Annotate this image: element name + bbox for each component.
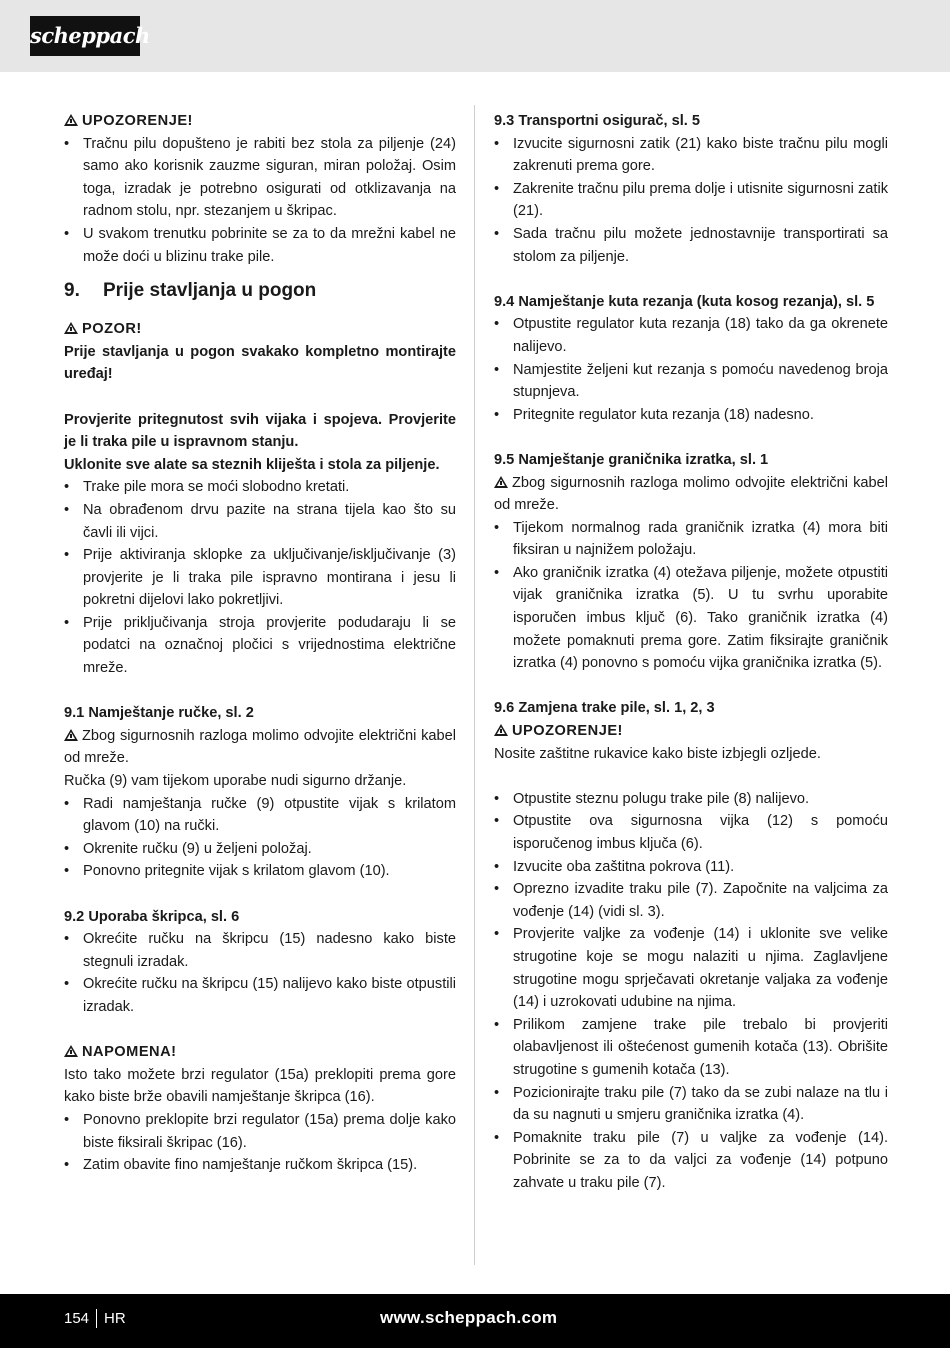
list-item: • Okrećite ručku na škripcu (15) nalijevo kako biste otpustili izradak.: [64, 973, 456, 1018]
list-item: • Pomaknite traku pile (7) u valjke za vođenje (14). Pobrinite se za to da valjci za vođenje (14) potpuno zahvate u traku pile (7).: [494, 1127, 888, 1195]
angle-list: [494, 313, 888, 426]
subsection-heading: 9.5 Namještanje graničnika izratka, sl. 1: [494, 451, 769, 468]
list-item: • Tračnu pilu dopušteno je rabiti bez stola za piljenje (24) samo ako korisnik zauzme siguran, miran položaj. Osim toga, izradak je potrebno osigurati od otklizavanja na radnom stolu, npr. stezanjem u škripac.: [64, 133, 456, 223]
list-item: • Okrećite ručku na škripcu (15) nadesno kako biste stegnuli izradak.: [64, 928, 456, 973]
blade-change-list: [494, 788, 888, 1195]
warning-text: Zbog sigurnosnih razloga molimo odvojite električni kabel od mreže.: [494, 474, 888, 514]
warning-heading: UPOZORENJE!: [494, 720, 888, 743]
body-text: Ručka (9) vam tijekom uporabe nudi sigurno držanje.: [64, 773, 407, 790]
vice-list: [64, 928, 456, 1018]
list-item: • Provjerite valjke za vođenje (14) i uklonite sve velike strugotine koje se mogu nalaziti u njima. Zaglavljene strugotine mogu sprječavati okretanje valjaka za vođenje (14) i uzrokovati udubine na njima.: [494, 923, 888, 1013]
warning-list: [64, 133, 456, 269]
check-text: Provjerite pritegnutost svih vijaka i spojeva. Provjerite je li traka pile u ispravnom stanju.: [64, 411, 456, 451]
list-item: • Namjestite željeni kut rezanja s pomoću navedenog broja stupnjeva.: [494, 359, 888, 404]
note-list: [64, 1109, 456, 1177]
warning-triangle-icon: [64, 322, 78, 334]
list-item: • Ponovno pritegnite vijak s krilatom glavom (10).: [64, 860, 456, 883]
page-header: [0, 0, 950, 72]
note-text: Isto tako možete brzi regulator (15a) preklopiti prema gore kako biste brže obavili namještanje škripca (16).: [64, 1066, 456, 1106]
list-item: • Pritegnite regulator kuta rezanja (18) nadesno.: [494, 404, 888, 427]
list-item: • Pozicionirajte traku pile (7) tako da se zubi nalaze na tlu i da su nagnuti u smjeru graničnika izratka (4).: [494, 1082, 888, 1127]
list-item: • Prilikom zamjene trake pile trebalo bi provjeriti olabavljenost ili oštećenost gumenih kotača (13). Obrišite strugotine s gumenih kotača (13).: [494, 1014, 888, 1082]
warning-triangle-icon: [494, 724, 508, 736]
page-footer: [0, 1294, 950, 1348]
stop-list: [494, 517, 888, 675]
list-item: • Sada tračnu pilu možete jednostavnije transportirati sa stolom za piljenje.: [494, 223, 888, 268]
column-divider: [474, 105, 475, 1265]
subsection-heading: 9.3 Transportni osigurač, sl. 5: [494, 113, 701, 129]
warning-triangle-icon: [64, 1045, 78, 1057]
section-heading: 9. Prije stavljanja u pogon: [64, 280, 317, 302]
handle-list: [64, 793, 456, 883]
right-column: [494, 110, 888, 1195]
list-item: • Tijekom normalnog rada graničnik izratka (4) mora biti fiksiran u najnižem položaju.: [494, 517, 888, 562]
list-item: • Oprezno izvadite traku pile (7). Započnite na valjcima za vođenje (14) (vidi sl. 3).: [494, 878, 888, 923]
subsection-heading: 9.2 Uporaba škripca, sl. 6: [64, 908, 240, 925]
transport-list: [494, 133, 888, 269]
check-list: [64, 476, 456, 679]
caution-text: Prije stavljanja u pogon svakako kompletno montirajte uređaj!: [64, 343, 456, 383]
warning-triangle-icon: [494, 476, 508, 488]
list-item: • Zatim obavite fino namještanje ručkom škripca (15).: [64, 1154, 456, 1177]
left-column: [64, 110, 456, 1177]
list-item: • Prije priključivanja stroja provjerite podudaraju li se podatci na označnoj pločici s vrijednostima električne mreže.: [64, 612, 456, 680]
footer-separator: [96, 1309, 97, 1328]
website-url[interactable]: www.scheppach.com: [380, 1308, 558, 1327]
page-number: 154: [64, 1310, 90, 1327]
subsection-heading: 9.6 Zamjena trake pile, sl. 1, 2, 3: [494, 700, 715, 717]
warning-triangle-icon: [64, 729, 78, 741]
note-heading: NAPOMENA!: [64, 1041, 456, 1064]
list-item: • Radi namještanja ručke (9) otpustite vijak s krilatom glavom (10) na ručki.: [64, 793, 456, 838]
scheppach-logo: scheppach: [30, 16, 140, 56]
warning-heading: UPOZORENJE!: [64, 110, 456, 133]
caution-heading: POZOR!: [64, 318, 456, 341]
subsection-heading: 9.1 Namještanje ručke, sl. 2: [64, 705, 254, 722]
list-item: • Izvucite oba zaštitna pokrova (11).: [494, 856, 888, 879]
language-code: HR: [104, 1310, 126, 1327]
list-item: • Zakrenite tračnu pilu prema dolje i utisnite sigurnosni zatik (21).: [494, 178, 888, 223]
warning-text: Zbog sigurnosnih razloga molimo odvojite električni kabel od mreže.: [64, 727, 456, 767]
list-item: • Otpustite steznu polugu trake pile (8) nalijevo.: [494, 788, 888, 811]
warning-triangle-icon: [64, 114, 78, 126]
list-item: • Okrenite ručku (9) u željeni položaj.: [64, 838, 456, 861]
list-item: • Izvucite sigurnosni zatik (21) kako biste tračnu pilu mogli zakrenuti prema gore.: [494, 133, 888, 178]
list-item: • Na obrađenom drvu pazite na strana tijela kao što su čavli ili vijci.: [64, 499, 456, 544]
list-item: • Otpustite ova sigurnosna vijka (12) s pomoću isporučenog imbus ključa (6).: [494, 810, 888, 855]
check-text: Uklonite sve alate sa steznih kliješta i stola za piljenje.: [64, 456, 440, 473]
warning-text: Nosite zaštitne rukavice kako biste izbjegli ozljede.: [494, 745, 821, 762]
list-item: • Trake pile mora se moći slobodno kretati.: [64, 476, 456, 499]
list-item: • Ako graničnik izratka (4) otežava piljenje, možete otpustiti vijak graničnika izratka (5). U tu svrhu uporabite isporučen imbus ključ (6). Tako graničnik izratka (4) možete pomaknuti prema gore. Zatim fiksirajte graničnik izratka (4) ponovno s pomoću vijka graničnika izratka (5).: [494, 562, 888, 675]
list-item: • U svakom trenutku pobrinite se za to da mrežni kabel ne može doći u blizinu trake pile.: [64, 223, 456, 268]
list-item: • Prije aktiviranja sklopke za uključivanje/isključivanje (3) provjerite je li traka pile ispravno montirana i jesu li pokretni dijelovi lako pokretljivi.: [64, 544, 456, 612]
list-item: • Ponovno preklopite brzi regulator (15a) prema dolje kako biste fiksirali škripac (16).: [64, 1109, 456, 1154]
subsection-heading: 9.4 Namještanje kuta rezanja (kuta kosog rezanja), sl. 5: [494, 293, 875, 310]
list-item: • Otpustite regulator kuta rezanja (18) tako da ga okrenete nalijevo.: [494, 313, 888, 358]
